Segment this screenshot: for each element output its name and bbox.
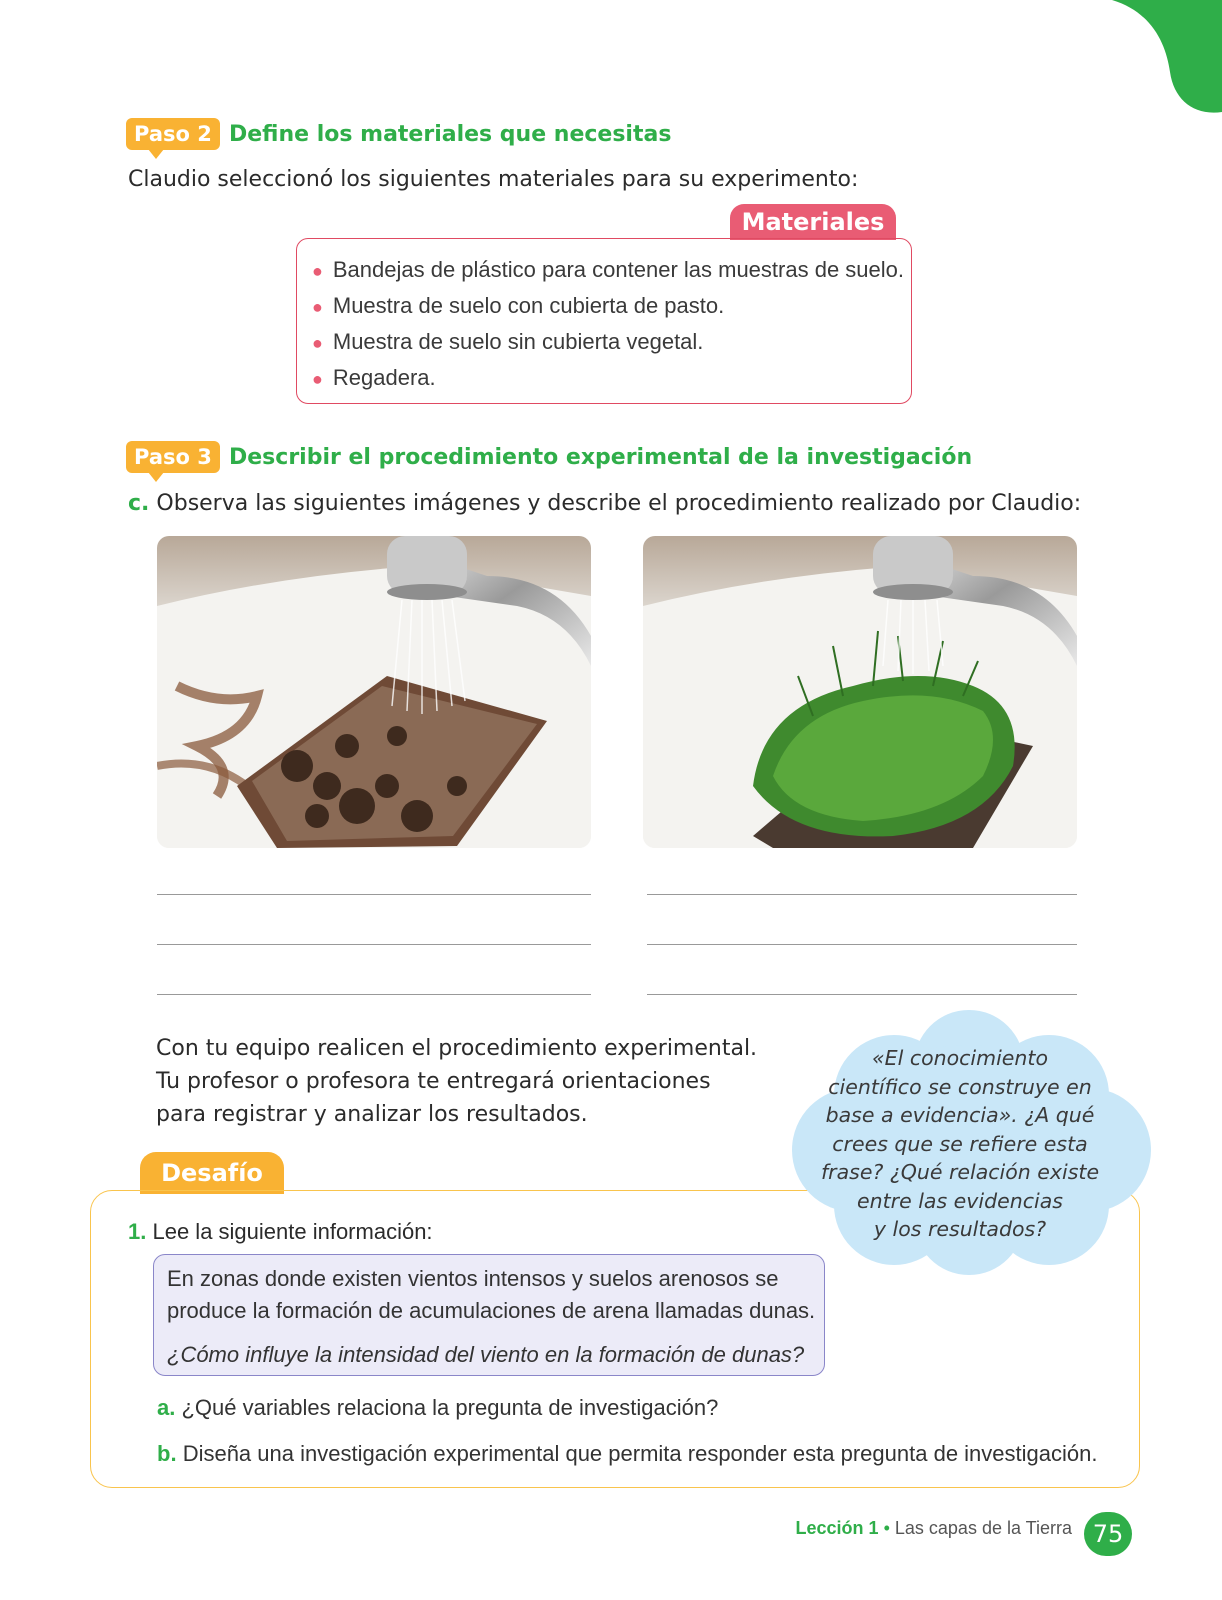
question-letter: a. <box>157 1395 176 1420</box>
footer-lesson: Lección 1 • Las capas de la Tierra <box>795 1518 1072 1538</box>
list-item: ● Muestra de suelo sin cubierta vegetal. <box>312 329 704 354</box>
info-text: En zonas donde existen vientos intensos y suelos arenosos se produce la formación de acumulaciones de arena llamadas dunas. ¿Cómo influye la intensidad del viento en la formación de dunas? <box>167 1263 815 1371</box>
paso-2-intro: Claudio seleccionó los siguientes materiales para su experimento: <box>128 167 859 192</box>
photo-bare-soil <box>157 536 591 848</box>
bullet-icon: ● <box>312 297 323 317</box>
list-item: ● Bandejas de plástico para contener las muestras de suelo. <box>312 257 904 282</box>
bullet-icon: ● <box>312 333 323 353</box>
bullet-icon: ● <box>312 261 323 281</box>
item-letter-c: c. <box>128 491 150 516</box>
paso-2-tag: Paso 2 <box>126 118 220 150</box>
answer-line <box>157 944 591 945</box>
question-number: 1. <box>128 1219 147 1244</box>
answer-line <box>647 894 1077 895</box>
list-item: ● Regadera. <box>312 365 436 390</box>
paso-2-title: Define los materiales que necesitas <box>229 122 672 147</box>
photo-grass-soil <box>643 536 1077 848</box>
question-b: b. Diseña una investigación experimental que permita responder esta pregunta de investigación. <box>157 1441 1098 1466</box>
answer-line <box>157 894 591 895</box>
materiales-heading: Materiales <box>730 204 896 240</box>
paso-3-title: Describir el procedimiento experimental de la investigación <box>229 445 973 470</box>
answer-line <box>157 994 591 995</box>
page-number: 75 <box>1084 1512 1132 1556</box>
bullet-icon: ● <box>312 369 323 389</box>
research-question: ¿Cómo influye la intensidad del viento en la formación de dunas? <box>167 1342 805 1367</box>
team-instructions: Con tu equipo realicen el procedimiento experimental. Tu profesor o profesora te entregará orientaciones para registrar y analizar los resultados. <box>156 1036 758 1127</box>
cloud-text: «El conocimiento científico se construye en base a evidencia». ¿A qué crees que se refiere esta frase? ¿Qué relación existe entre las evidencias y los resultados? <box>820 1046 1100 1241</box>
paso-3-instruction: c. Observa las siguientes imágenes y describe el procedimiento realizado por Claudio: <box>128 491 1082 516</box>
answer-line <box>647 944 1077 945</box>
materiales-list <box>312 252 904 396</box>
answer-line <box>647 994 1077 995</box>
desafio-question-1: 1. Lee la siguiente información: <box>128 1219 433 1244</box>
question-a: a. ¿Qué variables relaciona la pregunta de investigación? <box>157 1395 719 1420</box>
list-item: ● Muestra de suelo con cubierta de pasto. <box>312 293 725 318</box>
question-letter: b. <box>157 1441 177 1466</box>
corner-decoration <box>1112 0 1222 115</box>
paso-3-tag: Paso 3 <box>126 441 220 473</box>
desafio-tab: Desafío <box>140 1152 284 1194</box>
